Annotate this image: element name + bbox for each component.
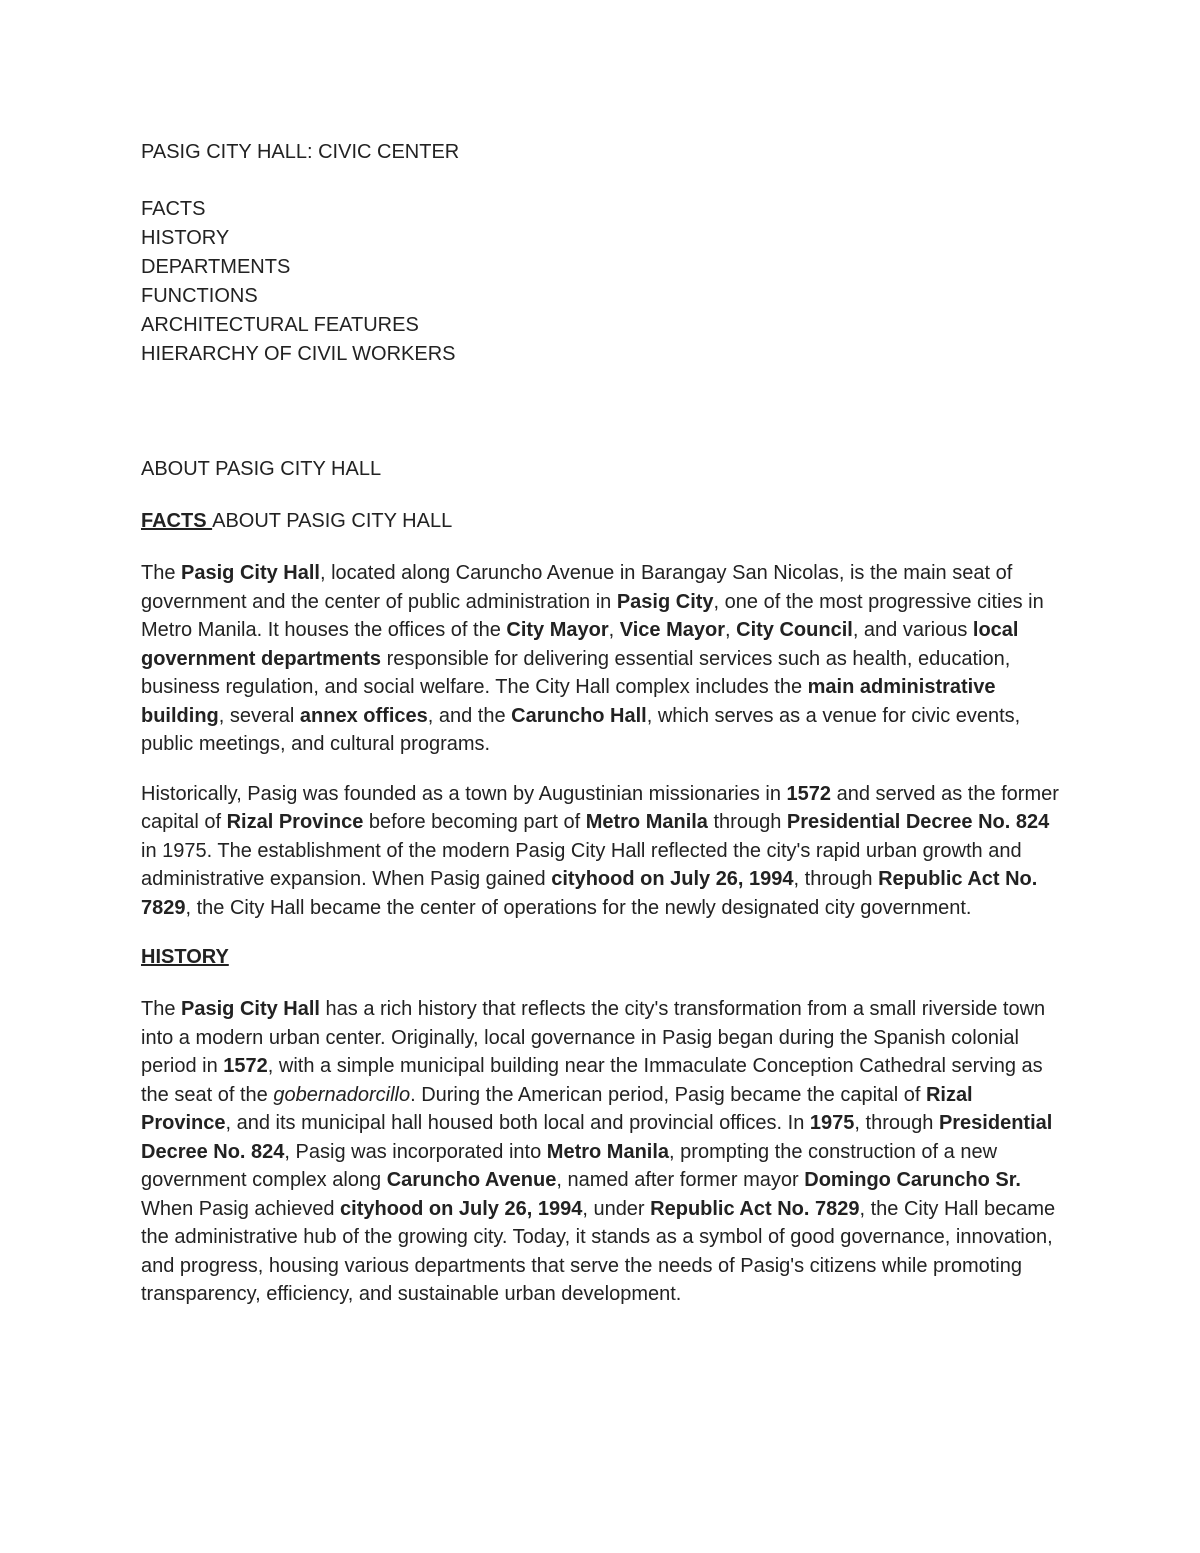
bold-text: 1975 [809, 1112, 855, 1134]
text-run: , Pasig was incorporated into [284, 1140, 547, 1163]
text-run: , which serves as a venue for civic events, public meetings, and cultural programs. [141, 704, 1021, 755]
document-title: PASIG CITY HALL: CIVIC CENTER [141, 141, 460, 163]
bold-text: cityhood on July 26, 1994 [340, 1197, 583, 1220]
text-run: , with a simple municipal building near the Immaculate Conception Cathedral serving as the seat of the [141, 1055, 1043, 1106]
text-run: The [141, 998, 182, 1020]
document-page [141, 138, 1066, 1330]
text-run: through [707, 811, 787, 833]
text-run: in 1975. The establishment of the modern Pasig City Hall reflected the city's rapid urban growth and administrative expansion. When Pasig gained [141, 839, 1022, 890]
bold-text: 1572 [786, 782, 832, 805]
bold-text: City Mayor [506, 619, 609, 641]
bold-text: City Council [736, 619, 853, 641]
bold-text: Rizal Province [141, 1083, 973, 1134]
bold-text: Pasig City [616, 590, 714, 613]
history-paragraph-1 [141, 995, 1066, 1309]
toc-item: HIERARCHY OF CIVIL WORKERS [141, 343, 456, 365]
text-run: , prompting the construction of a new government complex along [141, 1140, 998, 1191]
bold-text: cityhood on July 26, 1994 [551, 868, 794, 890]
facts-paragraph-2 [141, 780, 1066, 923]
toc-item: FUNCTIONS [141, 285, 258, 307]
text-run: , and various [852, 619, 973, 641]
text-run: before becoming part of [363, 811, 586, 833]
facts-heading-underlined: FACTS [141, 510, 213, 532]
facts-heading-rest: ABOUT PASIG CITY HALL [212, 510, 453, 532]
text-run: , [725, 619, 737, 641]
bold-text: Vice Mayor [619, 619, 726, 641]
history-heading [141, 943, 1066, 972]
facts-heading [141, 507, 1066, 536]
facts-paragraph-1 [141, 559, 1066, 759]
bold-text: 1572 [223, 1055, 268, 1077]
text-run: , one of the most progressive cities in Metro Manila. It houses the offices of the [141, 590, 1044, 641]
toc-item: ARCHITECTURAL FEATURES [141, 314, 419, 336]
text-run: , under [582, 1197, 651, 1220]
bold-text: Rizal Province [226, 811, 364, 833]
about-heading: ABOUT PASIG CITY HALL [141, 458, 382, 480]
bold-text: Caruncho Hall [511, 704, 647, 727]
text-run: , named after former mayor [556, 1169, 805, 1191]
text-run: , several [218, 704, 300, 727]
bold-text: Presidential Decree No. 824 [141, 1112, 1053, 1163]
text-run: , located along Caruncho Avenue in Barangay San Nicolas, is the main seat of government and the center of public administration in [141, 562, 1013, 613]
text-run: . During the American period, Pasig became the capital of [410, 1083, 926, 1106]
bold-text: Presidential Decree No. 824 [786, 811, 1050, 833]
text-run: , and the [427, 704, 512, 727]
bold-text: local government departments [141, 619, 1019, 670]
text-run: , through [793, 868, 879, 890]
text-run: , through [854, 1112, 939, 1134]
text-run: When Pasig achieved [141, 1197, 341, 1220]
bold-text: Metro Manila [585, 811, 708, 833]
history-heading-text: HISTORY [141, 946, 229, 968]
toc-item: FACTS [141, 198, 206, 220]
text-run: and served as the former capital of [141, 782, 1059, 833]
text-run: Historically, Pasig was founded as a town by Augustinian missionaries in [141, 782, 787, 805]
bold-text: Pasig City Hall [181, 998, 320, 1020]
italic-text: gobernadorcillo [273, 1083, 411, 1106]
bold-text: Republic Act No. 7829 [650, 1197, 860, 1220]
bold-text: Caruncho Avenue [386, 1169, 557, 1191]
bold-text: annex offices [299, 704, 428, 727]
toc-item: HISTORY [141, 227, 230, 249]
text-run: , the City Hall became the administrative hub of the growing city. Today, it stands as a symbol of good governance, innovation, and progress, housing various departments that serve the needs of Pasig's citizens while promoting transparency, efficiency, and sustainable urban development. [141, 1197, 1056, 1305]
text-run: , [608, 619, 620, 641]
text-run: , the City Hall became the center of operations for the newly designated city government. [185, 896, 972, 919]
bold-text: main administrative building [141, 676, 996, 727]
text-run: responsible for delivering essential services such as health, education, business regulation, and social welfare. The City Hall complex includes the [141, 647, 1011, 698]
bold-text: Pasig City Hall [181, 562, 320, 584]
text-run: , and its municipal hall housed both local and provincial offices. In [225, 1112, 810, 1134]
table-of-contents [141, 195, 1066, 369]
toc-item: DEPARTMENTS [141, 256, 291, 278]
text-run: The [141, 562, 182, 584]
bold-text: Metro Manila [546, 1140, 670, 1163]
bold-text: Domingo Caruncho Sr. [804, 1169, 1021, 1191]
text-run: has a rich history that reflects the city's transformation from a small riverside town into a modern urban center. Originally, local governance in Pasig began during the Spanish colonial period in [141, 998, 1046, 1077]
bold-text: Republic Act No. 7829 [141, 868, 1038, 919]
